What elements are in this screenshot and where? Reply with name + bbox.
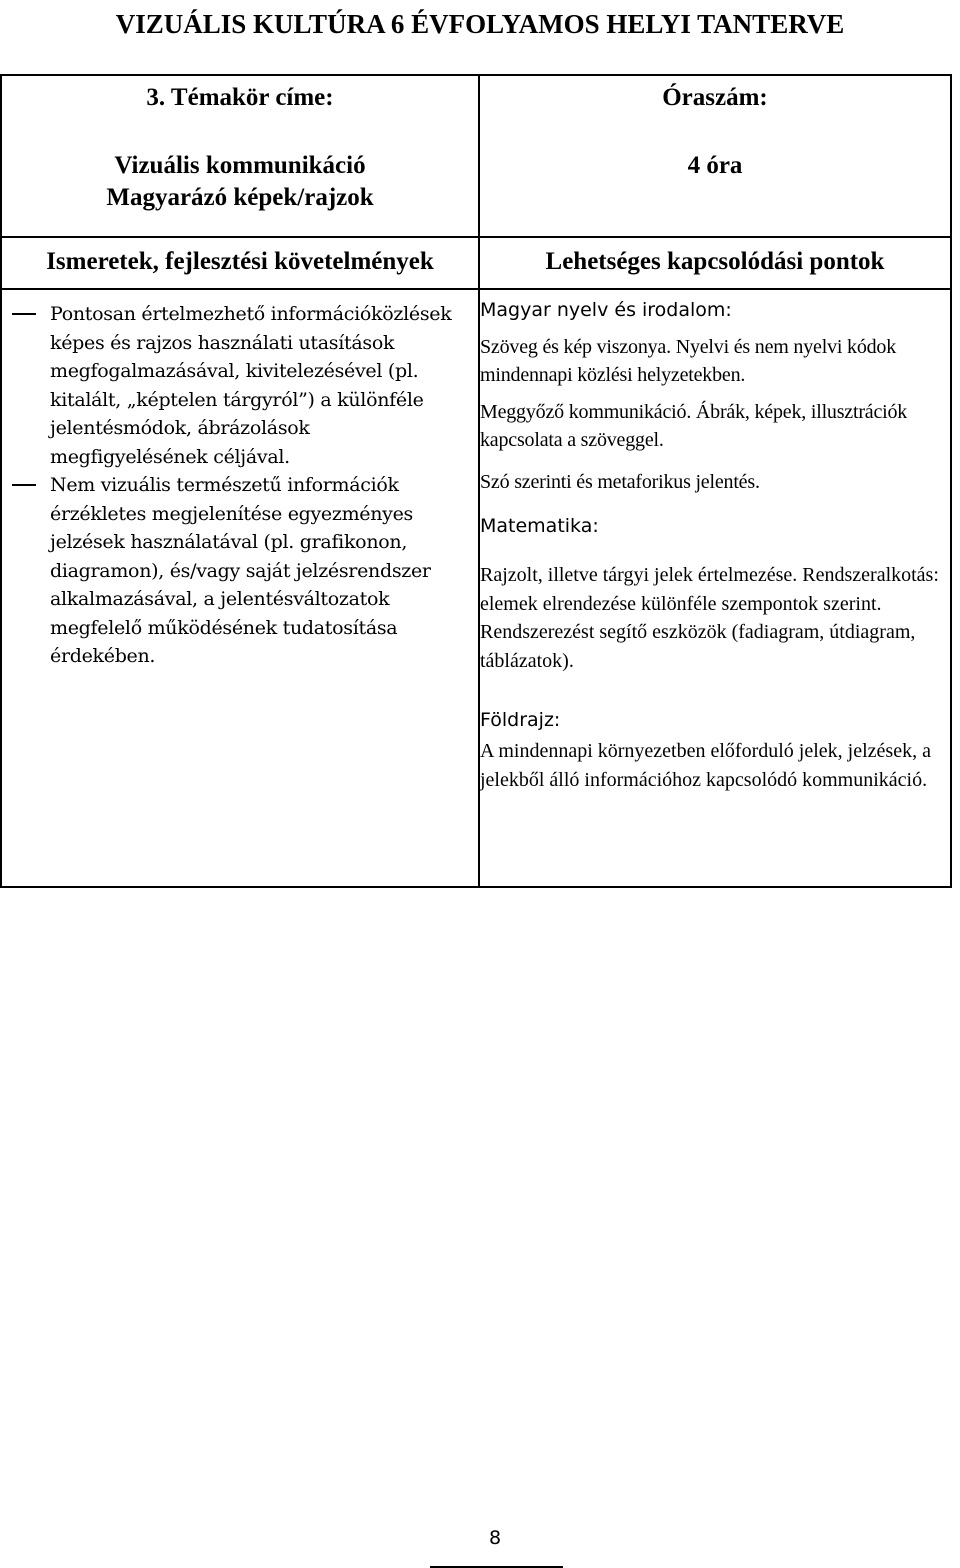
requirements-cell: [1, 289, 479, 887]
topic-name-line1: Vizuális kommunikáció: [114, 152, 366, 179]
topic-name-line2: Magyarázó képek/rajzok: [106, 184, 374, 211]
hours-cell: [479, 75, 951, 237]
hours-label: Óraszám:: [662, 84, 768, 111]
page-title: VIZUÁLIS KULTÚRA 6 ÉVFOLYAMOS HELYI TANTERVE: [115, 9, 845, 39]
requirements-header: Ismeretek, fejlesztési követelmények: [1, 237, 479, 289]
column-header-row: [1, 237, 951, 289]
subject-magyar: Magyar nyelv és irodalom:: [480, 299, 732, 321]
requirement-item: [2, 300, 478, 471]
requirement-text: Pontosan értelmezhető információközlések képes és rajzos használati utasítások megfogalmazásával, kivitelezésével (pl. kitalált, „képtelen tárgyról”) a különféle jelentésmódok, ábrázolások megfigyelésének céljával.: [50, 303, 452, 468]
topic-cell: [1, 75, 479, 237]
connections-header: Lehetséges kapcsolódási pontok: [479, 237, 951, 289]
topic-label: 3. Témakör címe:: [146, 84, 334, 111]
connection-text: Szöveg és kép viszonya. Nyelvi és nem nyelvi kódok mindennapi közlési helyzetekben.: [480, 336, 897, 386]
hours-value: 4 óra: [687, 152, 743, 179]
dash-bullet-icon: [12, 484, 36, 486]
page-number: 8: [488, 1527, 502, 1549]
subject-foldrajz: Földrajz:: [480, 709, 561, 731]
topic-row: [1, 75, 951, 237]
connection-text: Szó szerinti és metaforikus jelentés.: [480, 471, 760, 493]
requirement-text: Nem vizuális természetű információk érzékletes megjelenítése egyezményes jelzések használatával (pl. grafikonon, diagramon), és/vagy saját jelzésrendszer alkalmazásával, a jelentésváltozatok megfelelő működésének tudatosítása érdekében.: [50, 474, 431, 667]
connection-text: Meggyőző kommunikáció. Ábrák, képek, illusztrációk kapcsolata a szöveggel.: [480, 401, 908, 451]
content-row: [1, 289, 951, 887]
requirement-item: [2, 471, 478, 671]
connection-text: A mindennapi környezetben előforduló jelek, jelzések, a jelekből álló információhoz kapcsolódó kommunikáció.: [480, 740, 931, 791]
curriculum-table: [0, 74, 952, 888]
connection-text: Rajzolt, illetve tárgyi jelek értelmezése. Rendszeralkotás: elemek elrendezése különféle szempontok szerint. Rendszerezést segítő eszközök (fadiagram, útdiagram, táblázatok).: [480, 564, 939, 672]
subject-matematika: Matematika:: [480, 515, 599, 537]
connections-cell: [479, 289, 951, 887]
dash-bullet-icon: [12, 313, 36, 315]
